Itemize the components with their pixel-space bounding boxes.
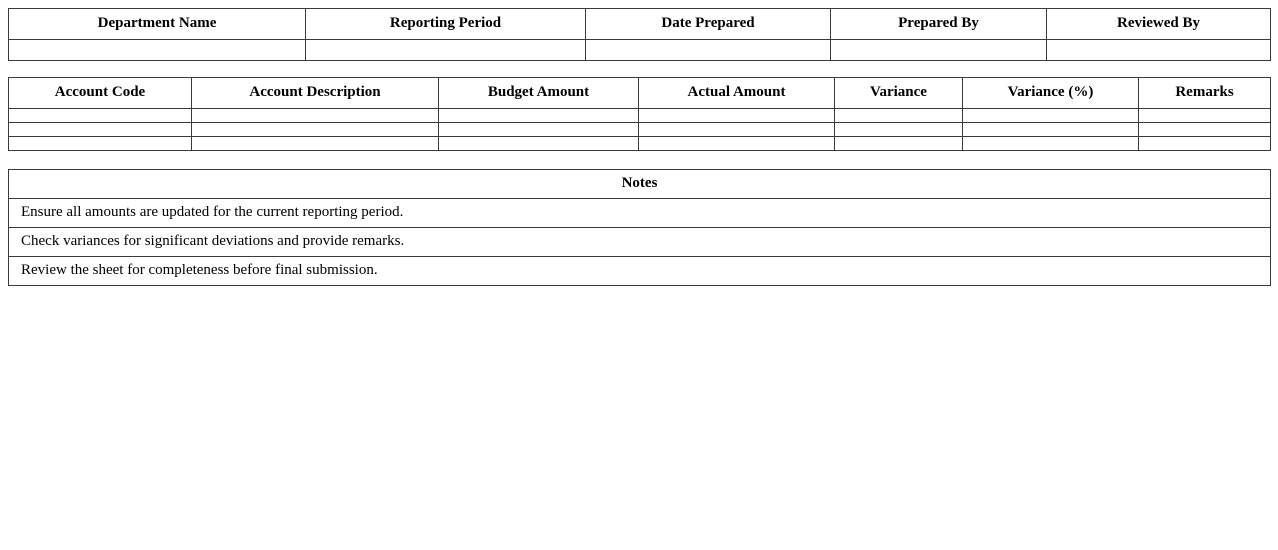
cell-variance-percent[interactable] [963,109,1139,123]
table-header-row [9,9,1271,40]
list-item [9,257,1271,286]
cell-department-name[interactable] [9,40,306,61]
column-header-remarks: Remarks [1139,78,1271,109]
section-spacer-bottom [8,151,1270,169]
cell-account-code[interactable] [9,123,192,137]
column-header-budget-amount: Budget Amount [439,78,639,109]
column-header-reporting-period: Reporting Period [306,9,586,40]
cell-account-description[interactable] [192,123,439,137]
cell-reviewed-by[interactable] [1047,40,1271,61]
cell-remarks[interactable] [1139,123,1271,137]
column-header-department-name: Department Name [9,9,306,40]
column-header-notes: Notes [9,170,1271,199]
notes-table [8,169,1271,286]
budget-detail-table [8,77,1271,151]
note-text[interactable]: Check variances for significant deviations and provide remarks. [9,228,1271,257]
column-header-account-code: Account Code [9,78,192,109]
cell-budget-amount[interactable] [439,137,639,151]
cell-remarks[interactable] [1139,109,1271,123]
cell-variance[interactable] [835,123,963,137]
cell-variance[interactable] [835,109,963,123]
cell-actual-amount[interactable] [639,137,835,151]
column-header-variance: Variance [835,78,963,109]
table-header-row [9,170,1271,199]
column-header-prepared-by: Prepared By [831,9,1047,40]
cell-variance[interactable] [835,137,963,151]
section-spacer-top [8,61,1270,77]
table-header-row [9,78,1271,109]
column-header-date-prepared: Date Prepared [586,9,831,40]
cell-account-description[interactable] [192,137,439,151]
header-info-table [8,8,1271,61]
cell-account-description[interactable] [192,109,439,123]
note-text[interactable]: Ensure all amounts are updated for the current reporting period. [9,199,1271,228]
table-row [9,137,1271,151]
cell-actual-amount[interactable] [639,123,835,137]
list-item [9,199,1271,228]
cell-prepared-by[interactable] [831,40,1047,61]
note-text[interactable]: Review the sheet for completeness before final submission. [9,257,1271,286]
list-item [9,228,1271,257]
column-header-account-description: Account Description [192,78,439,109]
cell-account-code[interactable] [9,137,192,151]
cell-reporting-period[interactable] [306,40,586,61]
cell-variance-percent[interactable] [963,137,1139,151]
cell-remarks[interactable] [1139,137,1271,151]
cell-date-prepared[interactable] [586,40,831,61]
table-row [9,123,1271,137]
table-row [9,40,1271,61]
cell-budget-amount[interactable] [439,109,639,123]
table-row [9,109,1271,123]
column-header-reviewed-by: Reviewed By [1047,9,1271,40]
column-header-variance-percent: Variance (%) [963,78,1139,109]
cell-actual-amount[interactable] [639,109,835,123]
cell-budget-amount[interactable] [439,123,639,137]
cell-variance-percent[interactable] [963,123,1139,137]
cell-account-code[interactable] [9,109,192,123]
column-header-actual-amount: Actual Amount [639,78,835,109]
